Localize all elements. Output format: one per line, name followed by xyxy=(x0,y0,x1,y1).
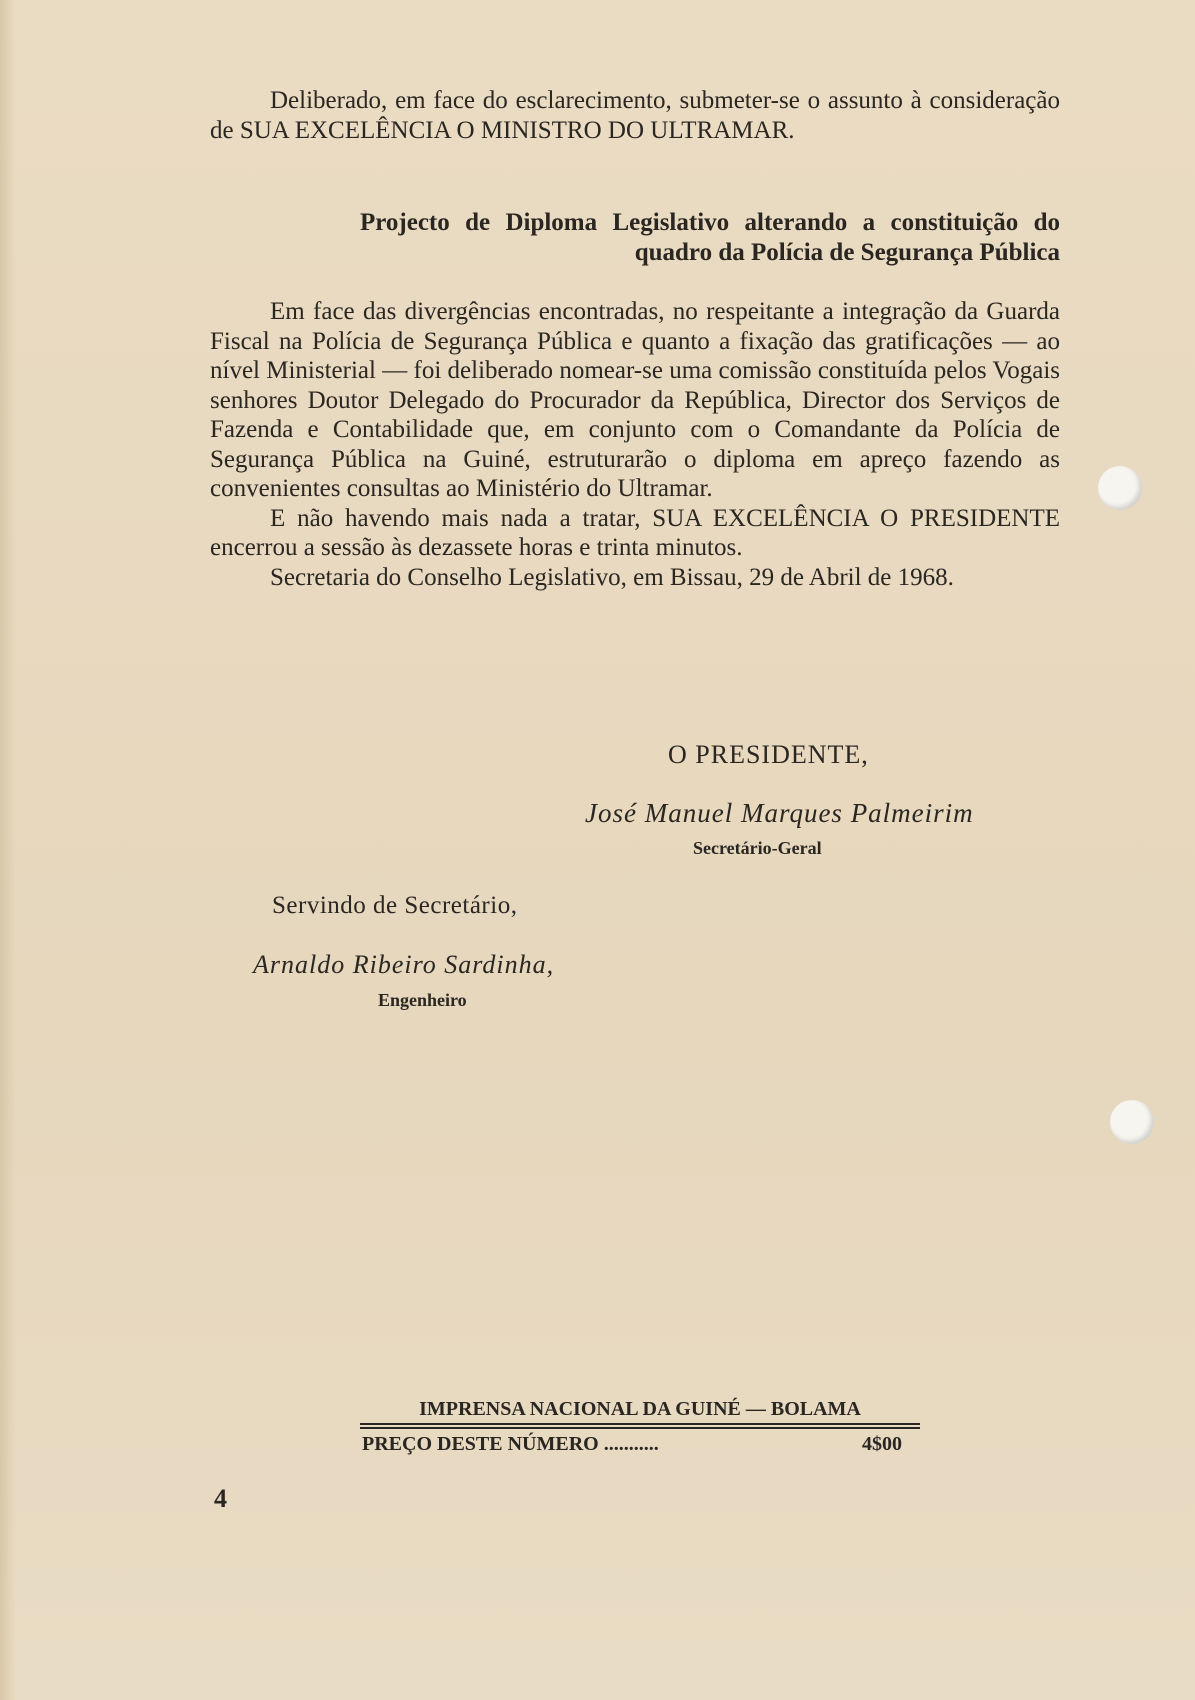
section-heading: Projecto de Diploma Legislativo alterando a constituição do quadro da Polícia de Segurança Pública xyxy=(360,209,1060,266)
paragraph-deliberado: Deliberado, em face do esclarecimento, submeter-se o assunto à consideração de SUA EXCELÊNCIA O MINISTRO DO ULTRAMAR. xyxy=(210,87,1060,144)
president-signature-name: José Manuel Marques Palmeirim xyxy=(585,798,974,828)
servindo-label: Servindo de Secretário, xyxy=(272,892,518,919)
imprint-block xyxy=(360,1398,920,1456)
price-value: 4$00 xyxy=(862,1433,902,1455)
price-label: PREÇO DESTE NÚMERO ........... xyxy=(362,1433,659,1455)
body-text-main xyxy=(210,297,1060,592)
president-role: Secretário-Geral xyxy=(693,838,822,858)
page-edge xyxy=(0,0,16,1700)
paragraph-encerramento: E não havendo mais nada a tratar, SUA EXCELÊNCIA O PRESIDENTE encerrou a sessão às dezassete horas e trinta minutos. xyxy=(210,504,1060,561)
punch-hole-icon xyxy=(1098,466,1142,510)
body-text-top xyxy=(210,86,1060,145)
secretary-role: Engenheiro xyxy=(378,990,467,1010)
paragraph-secretaria: Secretaria do Conselho Legislativo, em Bissau, 29 de Abril de 1968. xyxy=(270,563,954,591)
punch-hole-icon xyxy=(1110,1100,1154,1144)
imprint-price-line xyxy=(360,1429,920,1456)
page-number: 4 xyxy=(214,1484,227,1513)
paragraph-divergencias: Em face das divergências encontradas, no respeitante a integração da Guarda Fiscal na Polícia de Segurança Pública e quanto a fixação das gratificações — ao nível Ministerial — foi deliberado nomear-se uma comissão constituída pelos Vogais senhores Doutor Delegado do Procurador da República, Director dos Serviços de Fazenda e Contabilidade que, em conjunto com o Comandante da Polícia de Segurança Pública na Guiné, estruturarão o diploma em apreço fazendo as convenientes consultas ao Ministério do Ultramar. xyxy=(210,298,1060,502)
imprint-publisher: IMPRENSA NACIONAL DA GUINÉ — BOLAMA xyxy=(360,1398,920,1425)
signature-title: O PRESIDENTE, xyxy=(668,740,869,769)
secretary-signature-name: Arnaldo Ribeiro Sardinha, xyxy=(253,950,555,979)
